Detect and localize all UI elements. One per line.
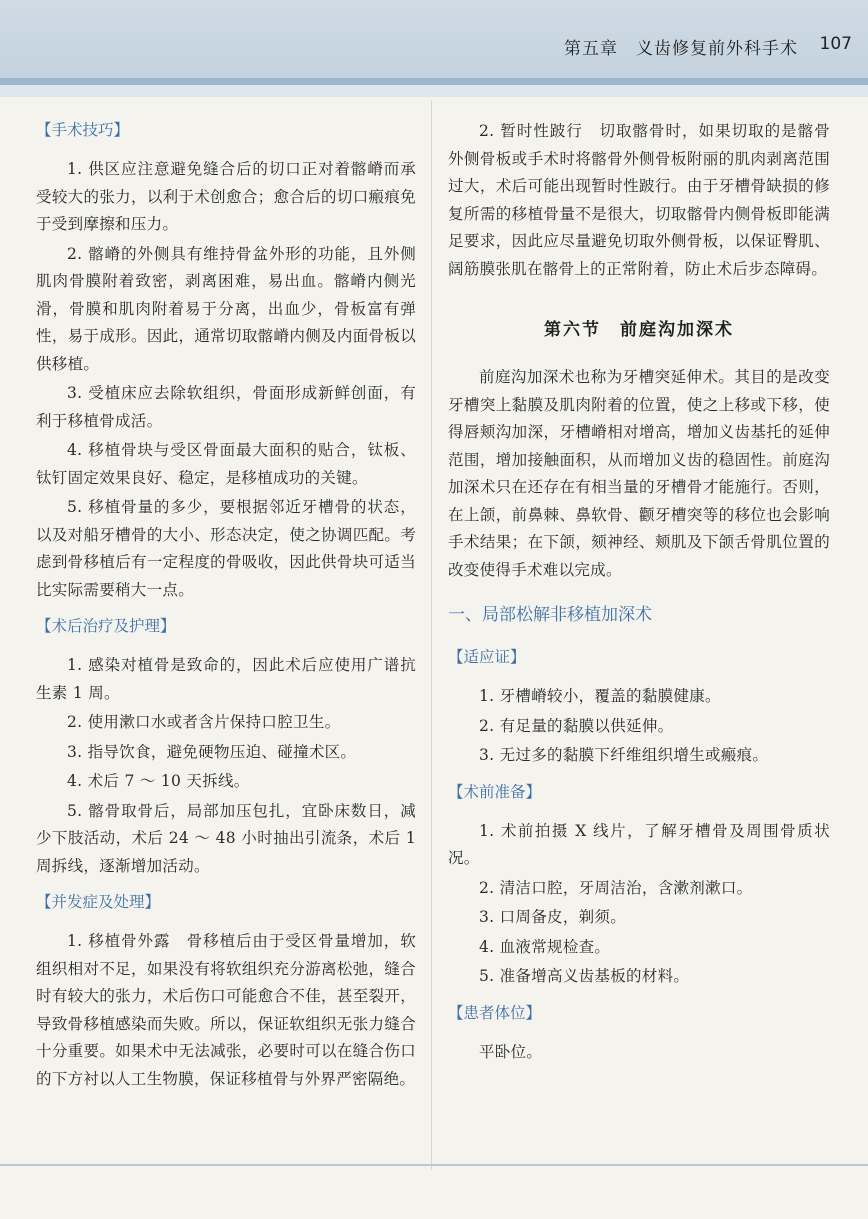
technique-item-4: 4. 移植骨块与受区骨面最大面积的贴合，钛板、钛钉固定效果良好、稳定，是移植成功的关键。 — [36, 441, 416, 487]
indication-item-2: 2. 有足量的黏膜以供延伸。 — [479, 716, 674, 735]
subsection-heading: 一、局部松解非移植加深术 — [448, 605, 652, 625]
technique-item-3: 3. 受植床应去除软组织，骨面形成新鲜创面，有利于移植骨成活。 — [36, 384, 416, 430]
prep-item-4: 4. 血液常规检查。 — [479, 937, 611, 956]
position-label: 【患者体位】 — [448, 1003, 542, 1022]
section-heading: 第六节 前庭沟加深术 — [544, 320, 734, 340]
prep-label: 【术前准备】 — [448, 782, 542, 801]
prep-item-5: 5. 准备增高义齿基板的材料。 — [479, 967, 690, 985]
postop-label: 【术后治疗及护理】 — [36, 617, 176, 635]
technique-item-1: 1. 供区应注意避免缝合后的切口正对着髂嵴而承受较大的张力，以利于术创愈合；愈合后的切口瘢痕免于受到摩擦和压力。 — [36, 160, 416, 233]
technique-item-5: 5. 移植骨量的多少，要根据邻近牙槽骨的状态，以及对船牙槽骨的大小、形态决定，使之协调匹配。考虑到骨移植后有一定程度的骨吸收，因此供骨块可适当比实际需要稍大一点。 — [36, 498, 416, 599]
page-number: 107 — [819, 34, 852, 54]
indication-item-1: 1. 牙槽嵴较小，覆盖的黏膜健康。 — [479, 687, 721, 705]
postop-item-1: 1. 感染对植骨是致命的，因此术后应使用广谱抗生素 1 周。 — [36, 656, 416, 702]
complication-item-2: 2. 暂时性跛行 切取髂骨时，如果切取的是髂骨外侧骨板或手术时将髂骨外侧骨板附丽的肌肉剥离范围过大，术后可能出现暂时性跛行。由于牙槽骨缺损的修复所需的移植骨量不是很大，切取髂骨内侧骨板即能满足要求，因此应尽量避免切取外侧骨板，以保证臀肌、阔筋膜张肌在髂骨上的正常附着，防止术后步态障碍。 — [448, 122, 830, 278]
postop-item-4: 4. 术后 7 ～ 10 天拆线。 — [67, 772, 250, 790]
postop-item-3: 3. 指导饮食，避免硬物压迫、碰撞术区。 — [67, 742, 357, 761]
techniques-label: 【手术技巧】 — [36, 121, 130, 139]
footer-rule — [0, 1164, 868, 1166]
indication-item-3: 3. 无过多的黏膜下纤维组织增生或瘢痕。 — [479, 746, 769, 764]
column-divider — [431, 100, 432, 1170]
chapter-title: 第五章 义齿修复前外科手术 — [564, 39, 798, 59]
header-stripe-light — [0, 85, 868, 97]
indications-label: 【适应证】 — [448, 648, 526, 666]
complications-label: 【并发症及处理】 — [36, 893, 161, 911]
section-intro: 前庭沟加深术也称为牙槽突延伸术。其目的是改变牙槽突上黏膜及肌肉附着的位置，使之上移或下移，使得唇颊沟加深，牙槽嵴相对增高，增加义齿基托的延伸范围，增加接触面积，从而增加义齿的稳固性。前庭沟加深术只在还存在有相当量的牙槽骨才能施行。否则，在上颌，前鼻棘、鼻软骨、颧牙槽突等的移位也会影响手术结果；在下颌，颏神经、颊肌及下颌舌骨肌位置的改变使得手术难以完成。 — [448, 368, 830, 579]
prep-item-3: 3. 口周备皮，剃须。 — [479, 908, 627, 926]
header-stripe — [0, 78, 868, 85]
technique-item-2: 2. 髂嵴的外侧具有维持骨盆外形的功能，且外侧肌肉骨膜附着致密，剥离困难，易出血。髂嵴内侧光滑，骨膜和肌肉附着易于分离，出血少，骨板富有弹性，易于成形。因此，通常切取髂嵴内侧及内面骨板以供移植。 — [36, 244, 416, 373]
position-text: 平卧位。 — [479, 1042, 543, 1061]
postop-item-2: 2. 使用漱口水或者含片保持口腔卫生。 — [67, 713, 341, 731]
page-header — [0, 0, 868, 78]
complication-item-1: 1. 移植骨外露 骨移植后由于受区骨量增加，软组织相对不足，如果没有将软组织充分游离松弛，缝合时有较大的张力，术后伤口可能愈合不佳，甚至裂开，导致骨移植感染而失败。所以，保证软组织无张力缝合十分重要。如果术中无法减张，必要时可以在缝合伤口的下方衬以人工生物膜，保证移植骨与外界严密隔绝。 — [36, 932, 416, 1088]
right-column — [448, 118, 830, 1068]
prep-item-2: 2. 清洁口腔，牙周洁治，含漱剂漱口。 — [479, 878, 753, 897]
prep-item-1: 1. 术前拍摄 X 线片，了解牙槽骨及周围骨质状况。 — [448, 821, 830, 867]
postop-item-5: 5. 髂骨取骨后，局部加压包扎，宜卧床数日，减少下肢活动，术后 24 ～ 48 小时抽出引流条，术后 1 周拆线，逐渐增加活动。 — [36, 801, 416, 875]
left-column — [36, 118, 416, 1095]
